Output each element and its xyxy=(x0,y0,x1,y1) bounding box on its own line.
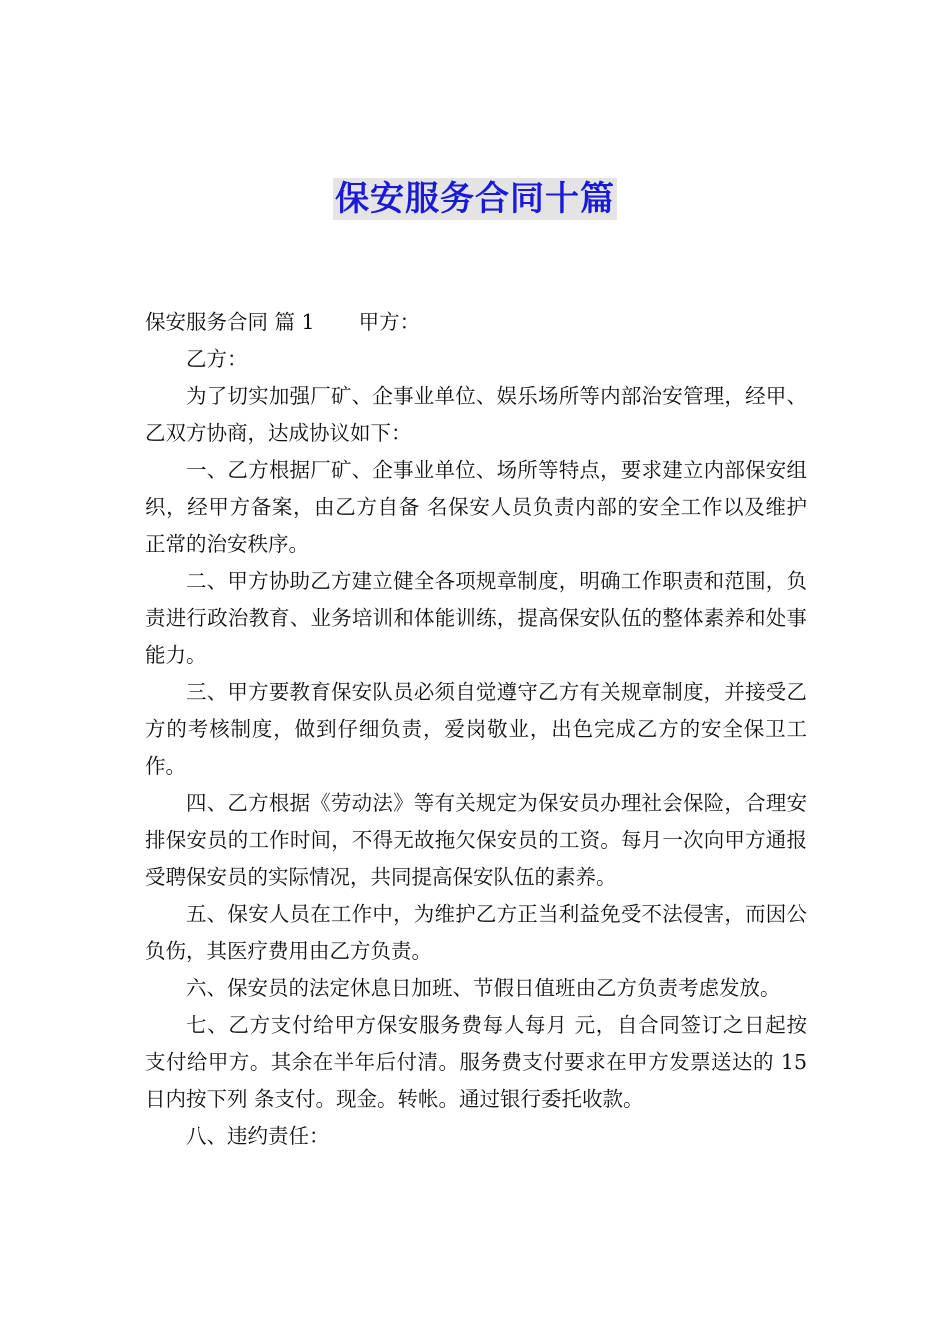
clause-1: 一、乙方根据厂矿、企事业单位、场所等特点，要求建立内部保安组织，经甲方备案，由乙方自备 名保安人员负责内部的安全工作以及维护正常的治安秩序。 xyxy=(145,458,807,556)
document-title: 保安服务合同十篇 xyxy=(335,179,615,219)
clause-4: 四、乙方根据《劳动法》等有关规定为保安员办理社会保险，合理安排保安员的工作时间，不得无故拖欠保安员的工资。每月一次向甲方通报受聘保安员的实际情况，共同提高保安队伍的素养。 xyxy=(145,791,807,889)
clause-3: 三、甲方要教育保安队员必须自觉遵守乙方有关规章制度，并接受乙方的考核制度，做到仔细负责，爱岗敬业，出色完成乙方的安全保卫工作。 xyxy=(145,680,807,778)
clause-2: 二、甲方协助乙方建立健全各项规章制度，明确工作职责和范围，负责进行政治教育、业务培训和体能训练，提高保安队伍的整体素养和处事能力。 xyxy=(145,569,807,667)
section-label: 保安服务合同 篇 1 xyxy=(145,310,315,334)
party-b-label: 乙方： xyxy=(186,347,248,371)
clause-7: 七、乙方支付给甲方保安服务费每人每月 元，自合同签订之日起按 支付给甲方。其余在半年后付清。服务费支付要求在甲方发票送达的 15 日内按下列 条支付。现金。转帐。通过银行委托收款。 xyxy=(145,1013,807,1111)
title-container xyxy=(0,178,950,220)
preamble-paragraph: 为了切实加强厂矿、企事业单位、娱乐场所等内部治安管理，经甲、乙双方协商，达成协议如下： xyxy=(145,384,807,445)
clause-8: 八、违约责任： xyxy=(186,1124,330,1148)
document-body xyxy=(145,304,807,1155)
party-a-label: 甲方： xyxy=(358,310,421,334)
contract-heading-line xyxy=(145,304,807,341)
clause-6: 六、保安员的法定休息日加班、节假日值班由乙方负责考虑发放。 xyxy=(186,976,781,1000)
clause-5: 五、保安人员在工作中，为维护乙方正当利益免受不法侵害，而因公负伤，其医疗费用由乙方负责。 xyxy=(145,902,807,963)
